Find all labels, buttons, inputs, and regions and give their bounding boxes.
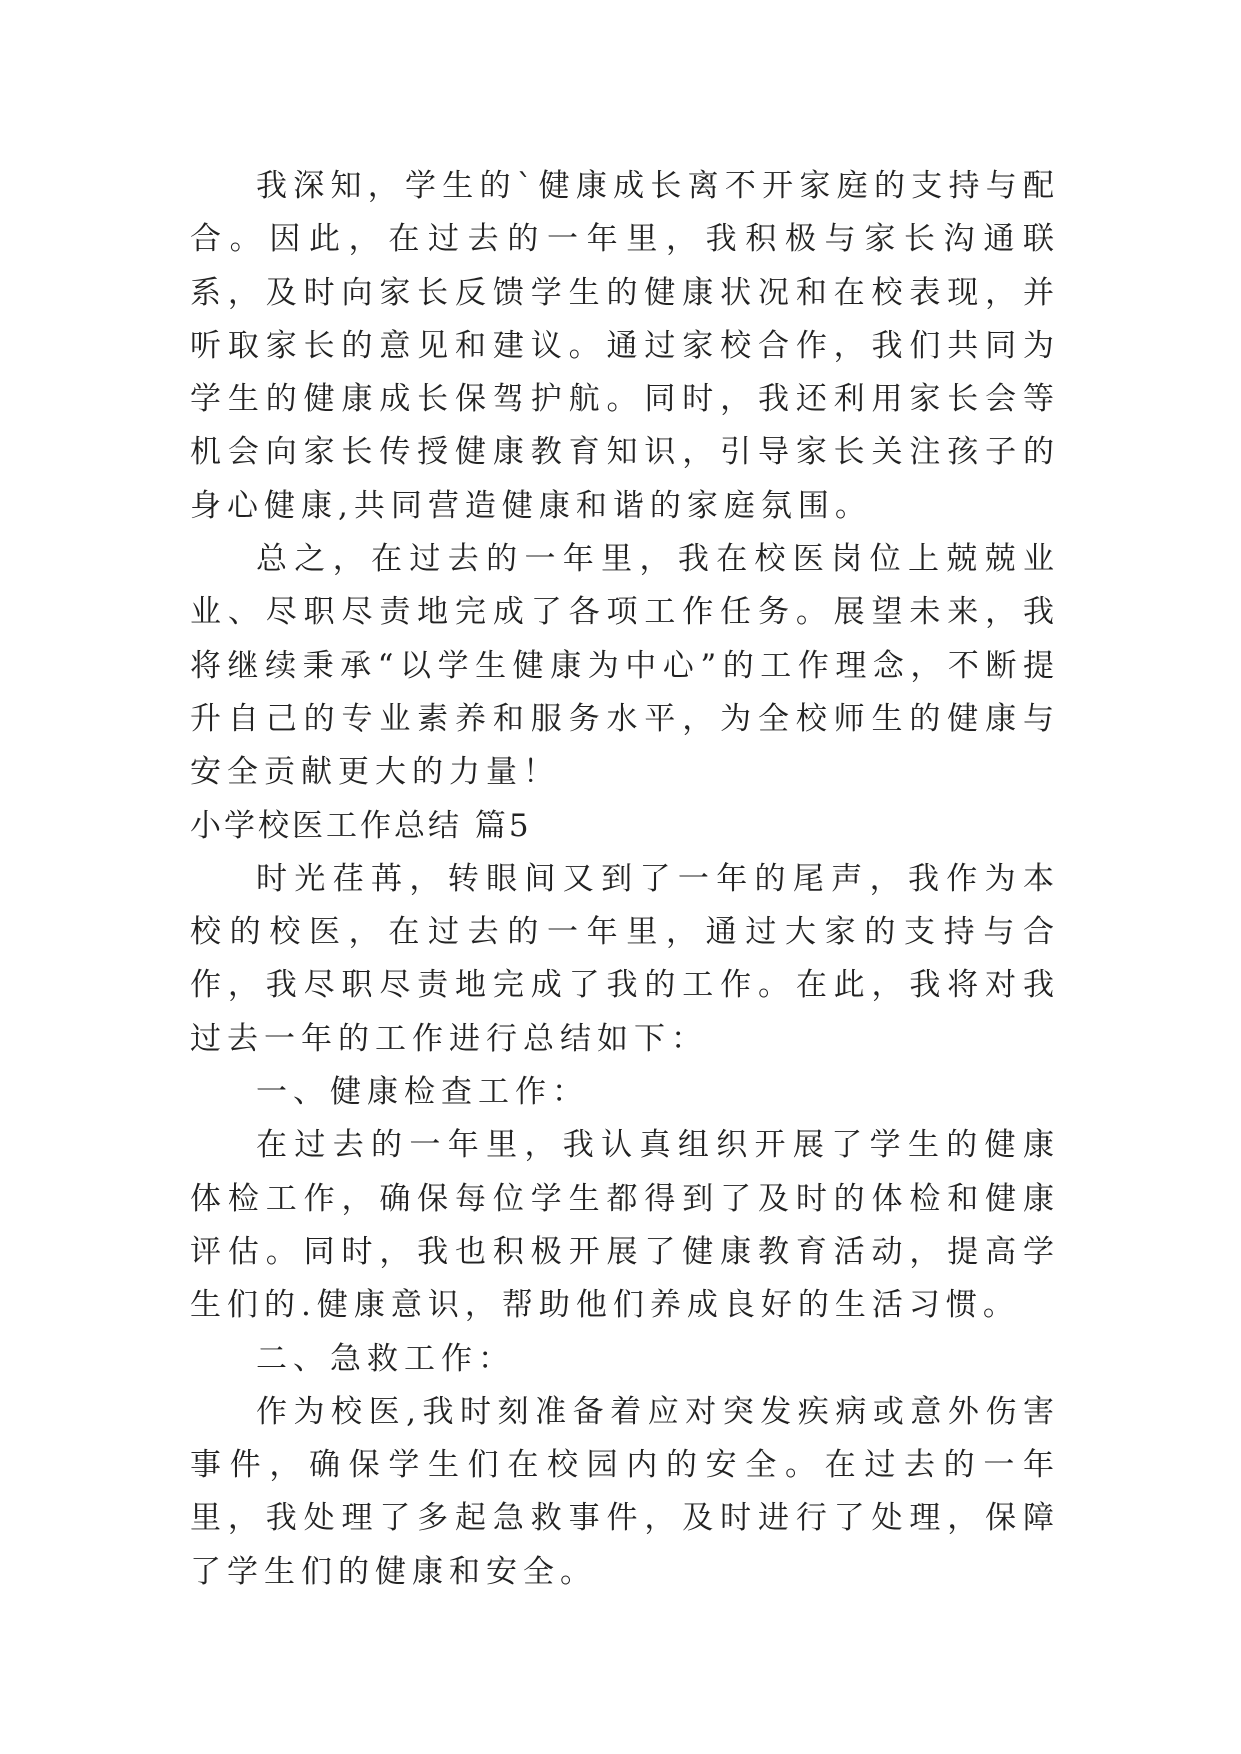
paragraph-intro: 时光荏苒，转眼间又到了一年的尾声，我作为本校的校医，在过去的一年里，通过大家的支持与合作，我尽职尽责地完成了我的工作。在此，我将对我过去一年的工作进行总结如下： (190, 860, 1060, 1057)
paragraph-summary: 总之，在过去的一年里，我在校医岗位上兢兢业业、尽职尽责地完成了各项工作任务。展望未来，我将继续秉承“以学生健康为中心”的工作理念，不断提升自己的专业素养和服务水平，为全校师生的健康与安全贡献更大的力量！ (190, 541, 1060, 791)
section-heading: 小学校医工作总结 篇5 (190, 807, 532, 844)
paragraph-family-cooperation: 我深知，学生的`健康成长离不开家庭的支持与配合。因此，在过去的一年里，我积极与家长沟通联系，及时向家长反馈学生的健康状况和在校表现，并听取家长的意见和建议。通过家校合作，我们共同为学生的健康成长保驾护航。同时，我还利用家长会等机会向家长传授健康教育知识，引导家长关注孩子的身心健康,共同营造健康和谐的家庭氛围。 (190, 168, 1060, 524)
subheading-health-check: 一、健康检查工作： (256, 1074, 589, 1111)
paragraph-health-check: 在过去的一年里，我认真组织开展了学生的健康体检工作，确保每位学生都得到了及时的体检和健康评估。同时，我也积极开展了健康教育活动，提高学生们的.健康意识，帮助他们养成良好的生活习惯。 (190, 1127, 1060, 1324)
subheading-first-aid: 二、急救工作： (256, 1340, 515, 1377)
paragraph-first-aid: 作为校医,我时刻准备着应对突发疾病或意外伤害事件，确保学生们在校园内的安全。在过去的一年里，我处理了多起急救事件，及时进行了处理，保障了学生们的健康和安全。 (190, 1393, 1060, 1590)
document-body (190, 160, 1060, 1599)
